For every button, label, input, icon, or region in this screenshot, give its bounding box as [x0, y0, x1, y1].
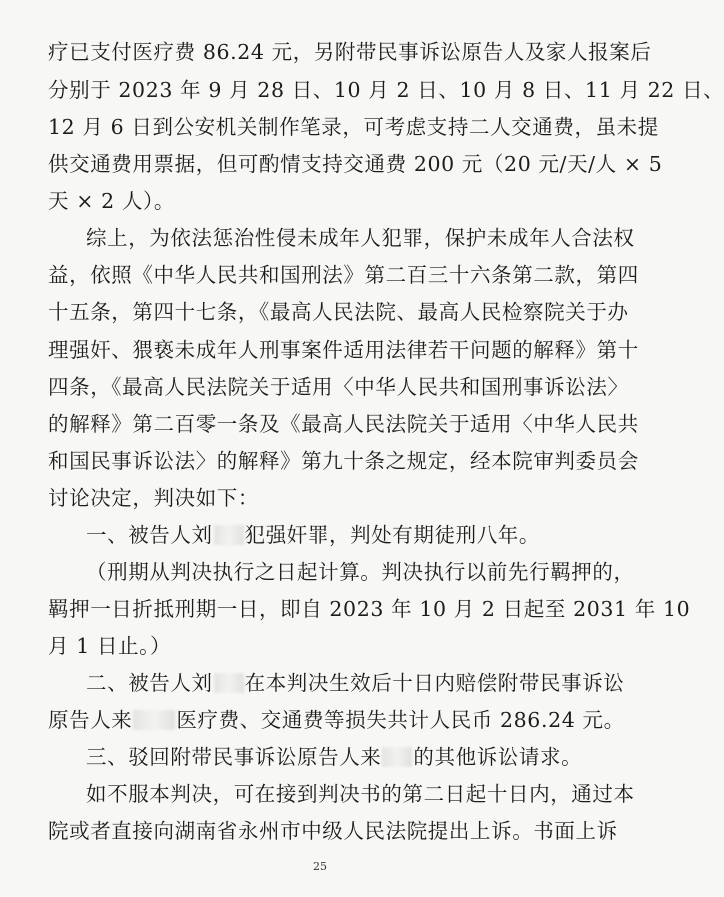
text-line: 的解释》第二百零一条及《最高人民法院关于适用〈中华人民共	[48, 412, 639, 436]
redacted-name	[133, 710, 175, 730]
verdict-text: 二、被告人刘	[86, 671, 213, 695]
text-line: 分别于 2023 年 9 月 28 日、10 月 2 日、10 月 8 日、11 月 22 日、	[48, 78, 724, 102]
text-line: 院或者直接向湖南省永州市中级人民法院提出上诉。书面上诉	[48, 819, 618, 843]
text-line: 疗已支付医疗费 86.24 元，另附带民事诉讼原告人及家人报案后	[48, 40, 652, 64]
redacted-name	[214, 673, 244, 693]
page-number: 25	[313, 860, 327, 873]
text-line	[48, 706, 625, 734]
verdict-text: 的其他诉讼请求。	[413, 745, 583, 769]
text-line: 益，依照《中华人民共和国刑法》第二百三十六条第二款，第四	[48, 263, 639, 287]
text-line: 天 × 2 人）。	[48, 189, 175, 213]
text-line: 供交通费用票据，但可酌情支持交通费 200 元（20 元/天/人 × 5	[48, 152, 663, 176]
verdict-text: 在本判决生效后十日内赔偿附带民事诉讼	[244, 671, 625, 695]
verdict-item-2	[86, 669, 624, 697]
redacted-name	[382, 747, 412, 767]
text-line: 羁押一日折抵刑期一日，即自 2023 年 10 月 2 日起至 2031 年 10	[48, 597, 691, 621]
text-line: 讨论决定，判决如下：	[48, 486, 259, 510]
text-line: 理强奸、猥亵未成年人刑事案件适用法律若干问题的解释》第十	[48, 338, 639, 362]
text-line: 综上，为依法惩治性侵未成年人犯罪，保护未成年人合法权	[86, 226, 635, 250]
verdict-text: 三、驳回附带民事诉讼原告人来	[86, 745, 382, 769]
verdict-text: 原告人来	[48, 708, 133, 732]
text-line: 12 月 6 日到公安机关制作笔录，可考虑支持二人交通费，虽未提	[48, 115, 659, 139]
verdict-text: 医疗费、交通费等损失共计人民币 286.24 元。	[176, 708, 625, 732]
verdict-text: 犯强奸罪，判处有期徒刑八年。	[244, 523, 541, 547]
text-line: 和国民事诉讼法〉的解释》第九十条之规定，经本院审判委员会	[48, 449, 639, 473]
text-line: 十五条，第四十七条，《最高人民法院、最高人民检察院关于办	[48, 300, 629, 324]
redacted-name	[214, 525, 244, 545]
text-line: 月 1 日止。）	[48, 634, 172, 658]
text-line: （刑期从判决执行之日起计算。判决执行以前先行羁押的，	[86, 560, 635, 584]
text-line: 如不服本判决，可在接到判决书的第二日起十日内，通过本	[86, 782, 635, 806]
text-line: 四条，《最高人民法院关于适用〈中华人民共和国刑事诉讼法〉	[48, 375, 629, 399]
verdict-text: 一、被告人刘	[86, 523, 213, 547]
verdict-item-1	[86, 521, 540, 549]
verdict-item-3	[86, 743, 582, 771]
